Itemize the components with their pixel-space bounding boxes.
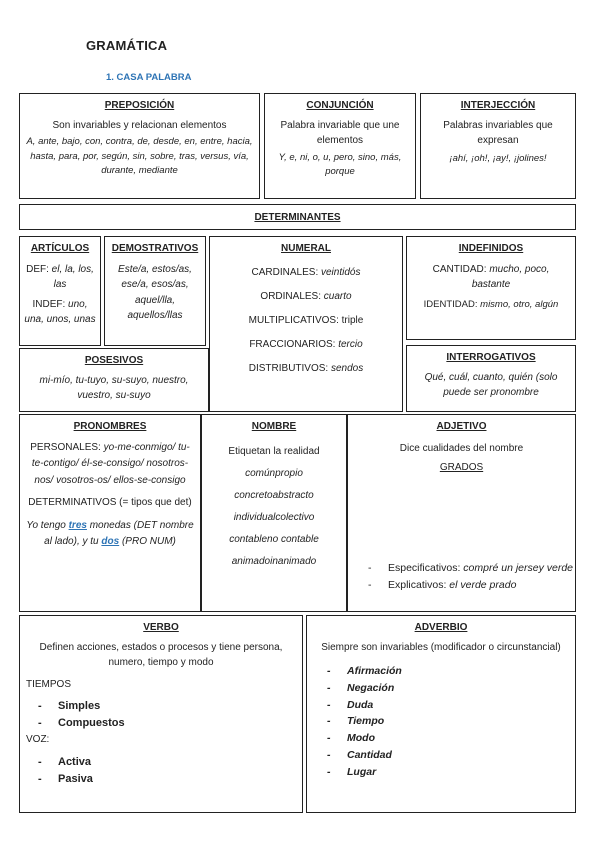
posesivos-items: mi-mío, tu-tuyo, su-suyo, nuestro, vuestro, su-suyo xyxy=(39,374,189,401)
verbo-tiempo-item xyxy=(38,698,302,715)
interjeccion-box xyxy=(420,93,576,199)
adverbio-heading: ADVERBIO xyxy=(414,622,468,633)
numeral-value: veintidós xyxy=(321,266,361,278)
adjetivo-grados: GRADOS xyxy=(439,462,484,473)
nombre-item: individualcolectivo xyxy=(233,511,315,523)
numeral-label: ORDINALES: xyxy=(260,290,321,302)
page-title: GRAMÁTICA xyxy=(86,38,168,53)
verbo-description: Definen acciones, estados o procesos y tiene persona, numero, tiempo y modo xyxy=(39,641,283,668)
articulos-heading: ARTÍCULOS xyxy=(30,243,90,254)
bullet-label: Especificativos: xyxy=(388,562,461,574)
verbo-tiempo-item xyxy=(38,715,302,732)
numeral-heading: NUMERAL xyxy=(281,243,331,254)
indefinidos-cantidad-label: CANTIDAD: xyxy=(432,263,487,275)
example-text: (PRO NUM) xyxy=(119,536,176,547)
bullet-text: Pasiva xyxy=(58,772,93,785)
interjeccion-description: Palabras invariables que expresan xyxy=(443,119,553,146)
pronombres-personales-label: PERSONALES: xyxy=(30,441,101,453)
interrogativos-box xyxy=(406,345,576,412)
bullet-text: Lugar xyxy=(347,765,377,778)
nombre-item: concretoabstracto xyxy=(234,489,314,501)
numeral-row xyxy=(210,333,402,357)
numeral-value: triple xyxy=(341,314,364,326)
preposicion-description: Son invariables y relacionan elementos xyxy=(52,119,227,131)
adverbio-item xyxy=(327,680,575,697)
bullet-dash: - xyxy=(327,748,331,761)
pronombres-personales-items: yo-me-conmigo/ tu-te-contigo/ él-se-consigo/ nosotros-nos/ vosotros-os/ ellos-se-consigo xyxy=(31,441,190,486)
bullet-dash: - xyxy=(327,681,331,694)
adverbio-box xyxy=(306,615,576,813)
verbo-tiempos-label: TIEMPOS xyxy=(26,678,72,690)
adjetivo-heading: ADJETIVO xyxy=(436,421,487,432)
bullet-dash: - xyxy=(327,665,331,677)
articulos-box xyxy=(19,236,101,346)
bullet-dash: - xyxy=(327,765,331,778)
preposicion-examples: A, ante, bajo, con, contra, de, desde, en, entre, hacia, hasta, para, por, según, sin, sobre, tras, versus, vía, durante, mediante xyxy=(26,136,253,177)
adverbio-list xyxy=(327,663,575,781)
demostrativos-items: Este/a, estos/as, ese/a, esos/as, aquel/lla, aquellos/llas xyxy=(118,263,192,321)
conjuncion-examples: Y, e, ni, o, u, pero, sino, más, porque xyxy=(278,151,402,178)
numeral-box xyxy=(209,236,403,412)
bullet-dash: - xyxy=(38,755,42,768)
numeral-label: FRACCIONARIOS: xyxy=(249,338,336,350)
indefinidos-cantidad-items: mucho, poco, bastante xyxy=(471,263,550,290)
example-text: Yo tengo xyxy=(26,519,69,531)
interrogativos-heading: INTERROGATIVOS xyxy=(446,352,536,363)
nombre-description: Etiquetan la realidad xyxy=(228,445,320,457)
conjuncion-box xyxy=(264,93,416,199)
adjetivo-bullet xyxy=(368,561,573,576)
adjetivo-description: Dice cualidades del nombre xyxy=(399,442,524,454)
interrogativos-items: Qué, cuál, cuanto, quién (solo puede ser pronombre xyxy=(424,371,558,398)
verbo-voz-item xyxy=(38,771,302,788)
bullet-text: Compuestos xyxy=(58,717,125,730)
bullet-dash: - xyxy=(38,717,42,730)
adverbio-item xyxy=(327,764,575,781)
adverbio-item xyxy=(327,713,575,730)
articulos-def-label: DEF: xyxy=(26,263,49,275)
bullet-dash: - xyxy=(368,562,372,574)
articulos-indef-items: uno, una, unos, unas xyxy=(24,298,96,325)
verbo-voz-label: VOZ: xyxy=(26,734,50,746)
indefinidos-identidad-items: mismo, otro, algún xyxy=(480,298,559,310)
numeral-label: MULTIPLICATIVOS: xyxy=(248,314,339,326)
adverbio-item xyxy=(327,747,575,764)
bullet-dash: - xyxy=(38,700,42,712)
section-heading: 1. CASA PALABRA xyxy=(106,72,192,83)
numeral-row xyxy=(210,357,402,381)
numeral-rows xyxy=(210,261,402,381)
numeral-row xyxy=(210,261,402,285)
adverbio-item xyxy=(327,730,575,747)
bullet-dash: - xyxy=(368,578,372,591)
bullet-dash: - xyxy=(327,698,331,711)
nombre-item: contableno contable xyxy=(229,533,319,545)
nombre-item: animadoinanimado xyxy=(231,555,317,567)
demostrativos-box xyxy=(104,236,206,346)
verbo-heading: VERBO xyxy=(143,622,179,633)
indefinidos-box xyxy=(406,236,576,340)
pronombres-determinativos: DETERMINATIVOS (= tipos que det) xyxy=(28,497,192,508)
example-text: monedas (DET nombre al lado), y tu xyxy=(44,519,194,547)
verbo-voz-item xyxy=(38,754,302,771)
pronombres-box xyxy=(19,414,201,612)
articulos-def-items: el, la, los, las xyxy=(51,263,94,290)
adjetivo-bullet xyxy=(368,578,573,593)
numeral-row xyxy=(210,309,402,333)
bullet-text: Modo xyxy=(347,732,375,745)
bullet-dash: - xyxy=(327,715,331,728)
pronombres-example xyxy=(26,518,194,551)
bullet-label: Explicativos: xyxy=(388,578,447,591)
example-link-tres[interactable]: tres xyxy=(68,519,87,531)
determinantes-box xyxy=(19,204,576,230)
conjuncion-description: Palabra invariable que une elementos xyxy=(280,119,400,146)
bullet-example: compré un jersey verde xyxy=(463,562,574,574)
bullet-text: Negación xyxy=(347,681,395,694)
adverbio-item xyxy=(327,697,575,714)
pronombres-heading: PRONOMBRES xyxy=(73,421,147,432)
verbo-voz-list xyxy=(38,754,302,788)
interjeccion-examples: ¡ahí, ¡oh!, ¡ay!, ¡jolines! xyxy=(449,152,547,164)
numeral-label: CARDINALES: xyxy=(251,266,319,278)
numeral-value: sendos xyxy=(330,362,364,374)
determinantes-heading: DETERMINANTES xyxy=(254,212,341,223)
example-link-dos[interactable]: dos xyxy=(101,536,120,547)
nombre-item: comúnpropio xyxy=(245,467,303,479)
indefinidos-heading: INDEFINIDOS xyxy=(458,243,524,254)
bullet-text: Tiempo xyxy=(347,715,385,728)
numeral-value: tercio xyxy=(338,338,363,350)
verbo-tiempos-list xyxy=(38,698,302,732)
nombre-box xyxy=(201,414,347,612)
indefinidos-identidad-label: IDENTIDAD: xyxy=(423,298,478,310)
adjetivo-box xyxy=(347,414,576,612)
verbo-box xyxy=(19,615,303,813)
preposicion-box xyxy=(19,93,260,199)
bullet-text: Afirmación xyxy=(347,665,402,677)
articulos-indef-label: INDEF: xyxy=(32,298,66,310)
bullet-text: Activa xyxy=(58,755,92,768)
bullet-text: Simples xyxy=(58,700,101,712)
posesivos-heading: POSESIVOS xyxy=(84,355,144,366)
posesivos-box xyxy=(19,348,209,412)
bullet-dash: - xyxy=(38,772,42,785)
conjuncion-heading: CONJUNCIÓN xyxy=(306,100,374,111)
numeral-row xyxy=(210,285,402,309)
bullet-text: Duda xyxy=(347,698,374,711)
adverbio-description: Siempre son invariables (modificador o circunstancial) xyxy=(321,641,561,653)
bullet-dash: - xyxy=(327,732,331,745)
numeral-label: DISTRIBUTIVOS: xyxy=(248,362,329,374)
nombre-heading: NOMBRE xyxy=(251,421,297,432)
demostrativos-heading: DEMOSTRATIVOS xyxy=(111,243,199,254)
adverbio-item xyxy=(327,663,575,680)
bullet-text: Cantidad xyxy=(347,748,392,761)
numeral-value: cuarto xyxy=(323,290,352,302)
interjeccion-heading: INTERJECCIÓN xyxy=(460,100,536,111)
preposicion-heading: PREPOSICIÓN xyxy=(104,100,175,111)
adjetivo-bullets xyxy=(368,561,573,592)
bullet-example: el verde prado xyxy=(449,578,517,591)
